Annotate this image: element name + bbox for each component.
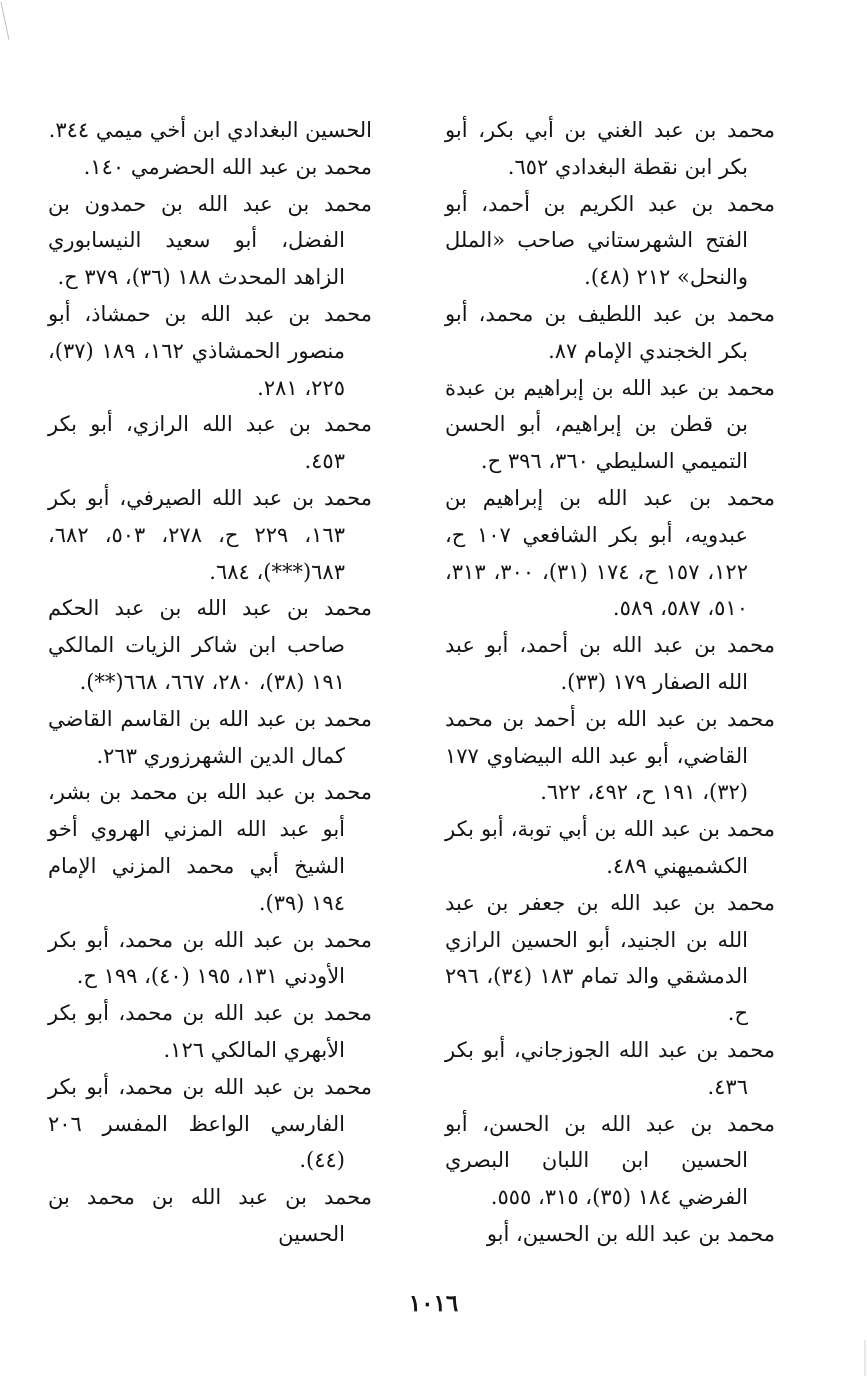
index-entry: محمد بن عبد الله بن الحسين، أبو [486,1221,775,1246]
index-entry: محمد بن عبد الله بن محمد، أبو بكر الأبهري المالكي ١٢٦. [48,1001,372,1062]
index-entry: محمد بن عبد الله بن الحسن، أبو الحسين ابن اللبان البصري الفرضي ١٨٤ (٣٥)، ٣١٥، ٥٥٥. [445,1111,775,1210]
index-entry: محمد بن عبد الله بن إبراهيم بن عبدة بن قطن بن إبراهيم، أبو الحسن التميمي السليطي ٣٦٠، ٣٩٦ ح. [445,375,775,474]
index-entry: محمد بن عبد الله بن عبد الحكم صاحب ابن شاكر الزيات المالكي ١٩١ (٣٨)، ٢٨٠، ٦٦٧، ٦٦٨(**). [48,596,372,694]
scan-edge-mark [0,0,14,44]
index-entry: محمد بن عبد الله الجوزجاني، أبو بكر ٤٣٦. [445,1037,775,1099]
index-entry: محمد بن عبد الله بن محمد، أبو بكر الفارسي الواعظ المفسر ٢٠٦ (٤٤). [48,1074,372,1173]
index-entry: الحسين البغدادي ابن أخي ميمي ٣٤٤. [48,118,372,142]
right-column [445,112,775,1253]
index-entry: محمد بن عبد الله بن محمد بن بشر، أبو عبد الله المزني الهروي أخو الشيخ أبي محمد المزني الإمام ١٩٤ (٣٩). [48,780,372,915]
index-entry: محمد بن عبد الكريم بن أحمد، أبو الفتح الشهرستاني صاحب «الملل والنحل» ٢١٢ (٤٨). [445,191,775,290]
scan-edge-mark-bottom [861,1340,867,1376]
index-entry: محمد بن عبد اللطيف بن محمد، أبو بكر الخجندي الإمام ٨٧. [445,301,775,363]
index-entry: محمد بن عبد الله بن القاسم القاضي كمال الدين الشهرزوري ٢٦٣. [48,706,372,768]
index-entry: محمد بن عبد الله بن أحمد، أبو عبد الله الصفار ١٧٩ (٣٣). [445,633,775,694]
index-entry: محمد بن عبد الله الرازي، أبو بكر ٤٥٣. [48,412,372,474]
index-entry: محمد بن عبد الله بن محمد بن الحسين [48,1185,372,1246]
index-entry: محمد بن عبد الله بن حمدون بن الفضل، أبو سعيد النيسابوري الزاهد المحدث ١٨٨ (٣٦)، ٣٧٩ ح. [48,191,372,290]
page-number: ١٠١٦ [408,1290,459,1317]
index-entry: محمد بن عبد الله بن حمشاذ، أبو منصور الحمشاذي ١٦٢، ١٨٩ (٣٧)، ٢٢٥، ٢٨١. [48,301,372,400]
index-entry: محمد بن عبد الله بن محمد، أبو بكر الأودني ١٣١، ١٩٥ (٤٠)، ١٩٩ ح. [48,927,372,989]
index-entry: محمد بن عبد الغني بن أبي بكر، أبو بكر ابن نقطة البغدادي ٦٥٢. [445,118,775,179]
index-entry: محمد بن عبد الله الصيرفي، أبو بكر ١٦٣، ٢٢٩ ح، ٢٧٨، ٥٠٣، ٦٨٢، ٦٨٣(***)، ٦٨٤. [48,485,372,584]
index-entry: محمد بن عبد الله الحضرمي ١٤٠. [83,154,372,179]
index-entry: محمد بن عبد الله بن جعفر بن عبد الله بن الجنيد، أبو الحسين الرازي الدمشقي والد تمام ١٨٣ (٣٤)، ٢٩٦ ح. [445,890,775,1026]
index-entry: محمد بن عبد الله بن أحمد بن محمد القاضي، أبو عبد الله البيضاوي ١٧٧ (٣٢)، ١٩١ ح، ٤٩٢، ٦٢٢. [445,706,775,805]
index-entry: محمد بن عبد الله بن إبراهيم بن عبدويه، أبو بكر الشافعي ١٠٧ ح، ١٢٢، ١٥٧ ح، ١٧٤ (٣١)، ٣٠٠، ٣١٣، ٥١٠، ٥٨٧، ٥٨٩. [445,485,775,621]
index-entry: محمد بن عبد الله بن أبي توبة، أبو بكر الكشميهني ٤٨٩. [445,817,775,878]
left-column [48,112,372,1253]
